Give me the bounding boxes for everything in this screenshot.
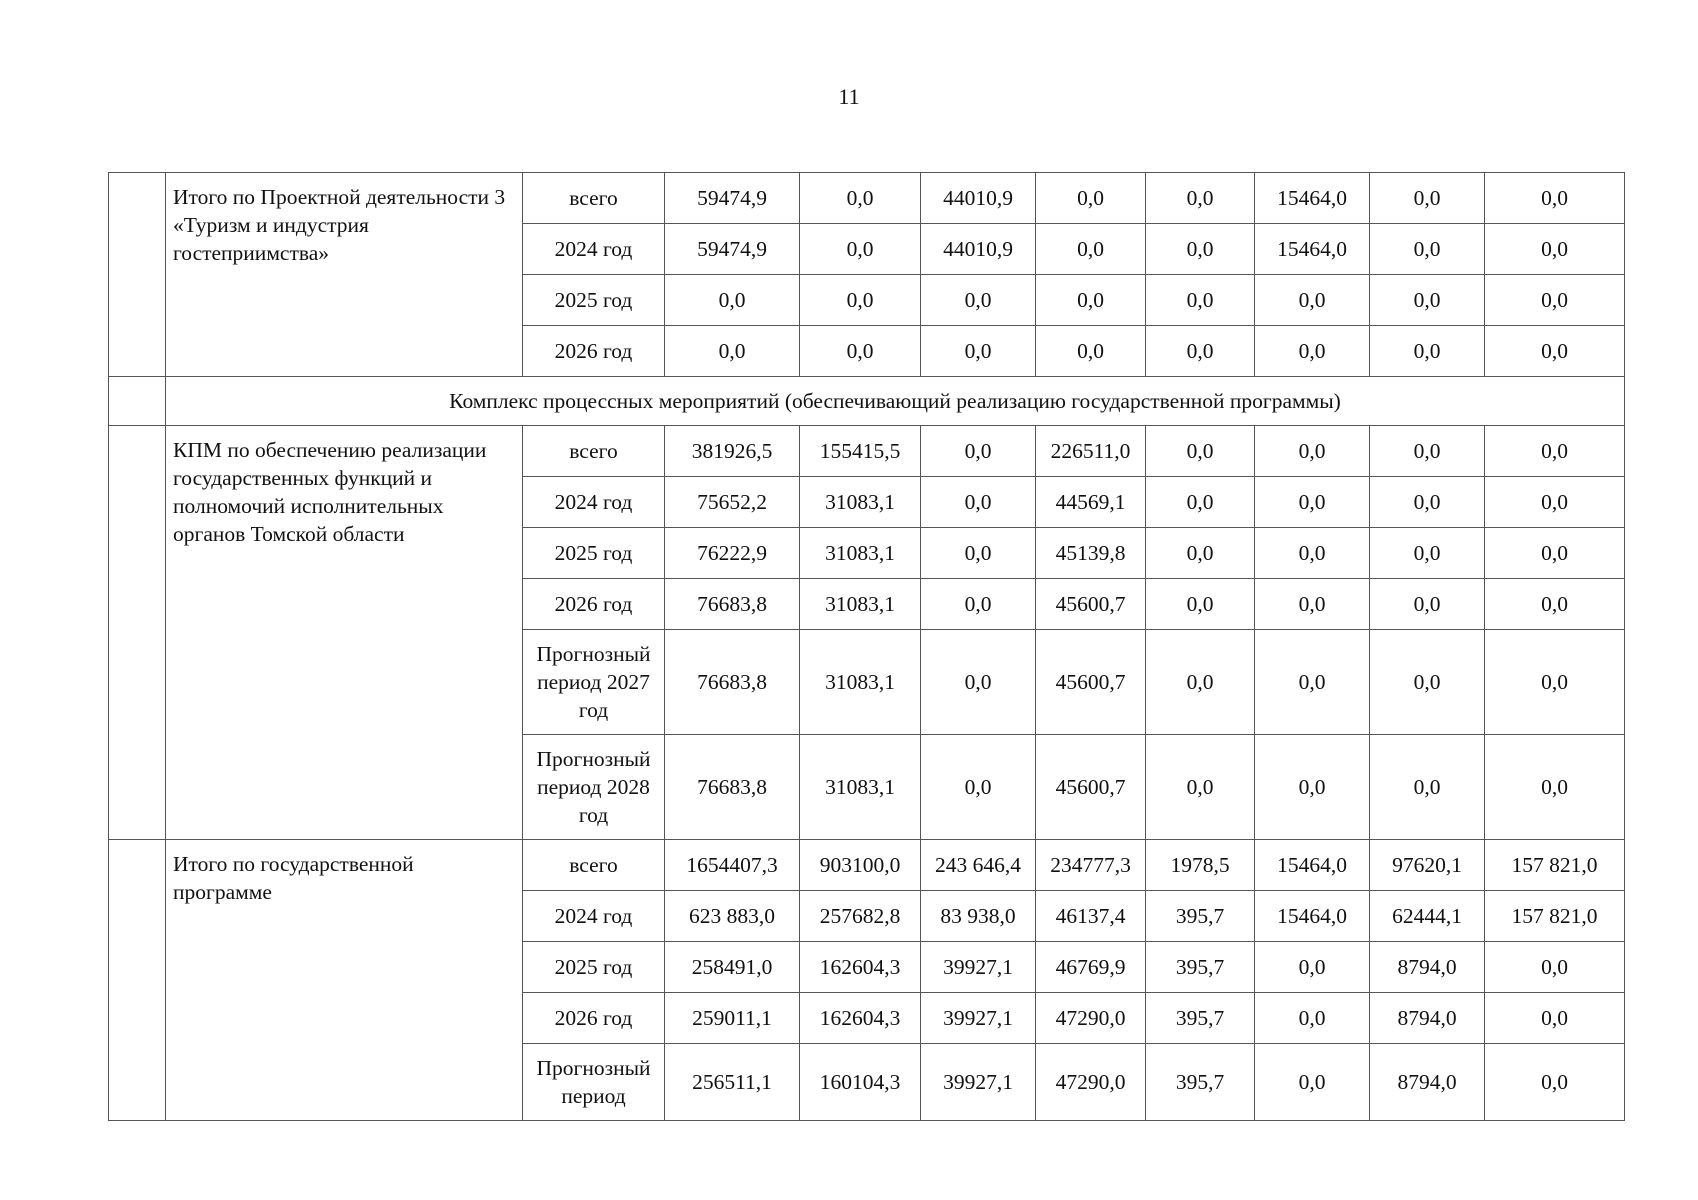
value-cell: 76683,8 xyxy=(665,735,800,840)
value-cell: 381926,5 xyxy=(665,426,800,477)
value-cell: 0,0 xyxy=(1255,275,1370,326)
value-cell: 234777,3 xyxy=(1036,840,1146,891)
value-cell: 162604,3 xyxy=(800,993,921,1044)
value-cell: 0,0 xyxy=(800,275,921,326)
value-cell: 0,0 xyxy=(921,477,1036,528)
value-cell: 0,0 xyxy=(1255,630,1370,735)
value-cell: 59474,9 xyxy=(665,173,800,224)
value-cell: 1978,5 xyxy=(1146,840,1255,891)
value-cell: 0,0 xyxy=(1485,275,1625,326)
value-cell: 0,0 xyxy=(1146,173,1255,224)
value-cell: 0,0 xyxy=(1255,1044,1370,1121)
value-cell: 0,0 xyxy=(921,528,1036,579)
value-cell: 162604,3 xyxy=(800,942,921,993)
value-cell: 44569,1 xyxy=(1036,477,1146,528)
value-cell: 45600,7 xyxy=(1036,735,1146,840)
section-row xyxy=(109,377,1625,426)
period-cell: 2024 год xyxy=(523,891,665,942)
value-cell: 0,0 xyxy=(1036,173,1146,224)
value-cell: 0,0 xyxy=(1146,275,1255,326)
value-cell: 0,0 xyxy=(1036,275,1146,326)
period-cell: Прогнозный период xyxy=(523,1044,665,1121)
value-cell: 0,0 xyxy=(800,224,921,275)
row-number-cell xyxy=(109,173,166,377)
row-name-cell: КПМ по обеспечению реализации государственных функций и полномочий исполнительных органов Томской области xyxy=(166,426,523,840)
value-cell: 46137,4 xyxy=(1036,891,1146,942)
value-cell: 44010,9 xyxy=(921,224,1036,275)
value-cell: 0,0 xyxy=(921,630,1036,735)
value-cell: 0,0 xyxy=(1146,528,1255,579)
table-row xyxy=(109,173,1625,224)
value-cell: 97620,1 xyxy=(1370,840,1485,891)
value-cell: 0,0 xyxy=(1485,477,1625,528)
value-cell: 0,0 xyxy=(1370,630,1485,735)
value-cell: 0,0 xyxy=(1485,1044,1625,1121)
value-cell: 0,0 xyxy=(1146,735,1255,840)
value-cell: 44010,9 xyxy=(921,173,1036,224)
row-name-cell: Итого по государственной программе xyxy=(166,840,523,1121)
value-cell: 45600,7 xyxy=(1036,579,1146,630)
value-cell: 31083,1 xyxy=(800,735,921,840)
value-cell: 0,0 xyxy=(1370,326,1485,377)
value-cell: 76222,9 xyxy=(665,528,800,579)
value-cell: 0,0 xyxy=(665,275,800,326)
value-cell: 0,0 xyxy=(1255,942,1370,993)
value-cell: 39927,1 xyxy=(921,1044,1036,1121)
value-cell: 0,0 xyxy=(800,326,921,377)
value-cell: 47290,0 xyxy=(1036,1044,1146,1121)
budget-table xyxy=(108,172,1625,1121)
value-cell: 83 938,0 xyxy=(921,891,1036,942)
value-cell: 0,0 xyxy=(1485,326,1625,377)
value-cell: 903100,0 xyxy=(800,840,921,891)
period-cell: 2025 год xyxy=(523,275,665,326)
value-cell: 39927,1 xyxy=(921,993,1036,1044)
value-cell: 258491,0 xyxy=(665,942,800,993)
value-cell: 0,0 xyxy=(1485,426,1625,477)
period-cell: 2026 год xyxy=(523,993,665,1044)
period-cell: 2024 год xyxy=(523,477,665,528)
value-cell: 75652,2 xyxy=(665,477,800,528)
value-cell: 395,7 xyxy=(1146,942,1255,993)
value-cell: 157 821,0 xyxy=(1485,891,1625,942)
value-cell: 8794,0 xyxy=(1370,1044,1485,1121)
value-cell: 395,7 xyxy=(1146,891,1255,942)
value-cell: 0,0 xyxy=(1255,426,1370,477)
value-cell: 0,0 xyxy=(1485,528,1625,579)
value-cell: 31083,1 xyxy=(800,528,921,579)
value-cell: 0,0 xyxy=(1370,224,1485,275)
page-number: 11 xyxy=(838,84,860,109)
value-cell: 0,0 xyxy=(1255,326,1370,377)
value-cell: 0,0 xyxy=(1146,477,1255,528)
value-cell: 47290,0 xyxy=(1036,993,1146,1044)
value-cell: 31083,1 xyxy=(800,579,921,630)
value-cell: 257682,8 xyxy=(800,891,921,942)
period-cell: всего xyxy=(523,173,665,224)
value-cell: 45139,8 xyxy=(1036,528,1146,579)
value-cell: 76683,8 xyxy=(665,579,800,630)
value-cell: 15464,0 xyxy=(1255,173,1370,224)
value-cell: 0,0 xyxy=(800,173,921,224)
row-name-cell: Итого по Проектной деятельности 3 «Туризм и индустрия гостеприимства» xyxy=(166,173,523,377)
value-cell: 0,0 xyxy=(1370,735,1485,840)
value-cell: 45600,7 xyxy=(1036,630,1146,735)
value-cell: 15464,0 xyxy=(1255,224,1370,275)
value-cell: 0,0 xyxy=(1485,735,1625,840)
value-cell: 0,0 xyxy=(921,426,1036,477)
value-cell: 76683,8 xyxy=(665,630,800,735)
row-number-cell xyxy=(109,426,166,840)
period-cell: 2025 год xyxy=(523,942,665,993)
period-cell: 2026 год xyxy=(523,326,665,377)
value-cell: 0,0 xyxy=(1146,579,1255,630)
value-cell: 155415,5 xyxy=(800,426,921,477)
value-cell: 8794,0 xyxy=(1370,942,1485,993)
period-cell: всего xyxy=(523,426,665,477)
value-cell: 0,0 xyxy=(1146,326,1255,377)
value-cell: 0,0 xyxy=(1255,477,1370,528)
value-cell: 0,0 xyxy=(1370,528,1485,579)
row-number-cell xyxy=(109,840,166,1121)
value-cell: 0,0 xyxy=(1485,942,1625,993)
value-cell: 0,0 xyxy=(1146,426,1255,477)
value-cell: 160104,3 xyxy=(800,1044,921,1121)
value-cell: 0,0 xyxy=(1370,579,1485,630)
period-cell: 2024 год xyxy=(523,224,665,275)
value-cell: 0,0 xyxy=(1146,630,1255,735)
section-title: Комплекс процессных мероприятий (обеспечивающий реализацию государственной программы) xyxy=(166,377,1625,426)
value-cell: 395,7 xyxy=(1146,1044,1255,1121)
value-cell: 62444,1 xyxy=(1370,891,1485,942)
value-cell: 0,0 xyxy=(665,326,800,377)
value-cell: 259011,1 xyxy=(665,993,800,1044)
value-cell: 0,0 xyxy=(921,579,1036,630)
value-cell: 0,0 xyxy=(1146,224,1255,275)
period-cell: 2026 год xyxy=(523,579,665,630)
value-cell: 46769,9 xyxy=(1036,942,1146,993)
value-cell: 0,0 xyxy=(1485,579,1625,630)
row-number-cell xyxy=(109,377,166,426)
value-cell: 0,0 xyxy=(1255,735,1370,840)
value-cell: 0,0 xyxy=(1255,993,1370,1044)
value-cell: 395,7 xyxy=(1146,993,1255,1044)
value-cell: 226511,0 xyxy=(1036,426,1146,477)
value-cell: 0,0 xyxy=(1255,579,1370,630)
value-cell: 256511,1 xyxy=(665,1044,800,1121)
table-row xyxy=(109,840,1625,891)
value-cell: 15464,0 xyxy=(1255,891,1370,942)
value-cell: 31083,1 xyxy=(800,630,921,735)
value-cell: 243 646,4 xyxy=(921,840,1036,891)
value-cell: 31083,1 xyxy=(800,477,921,528)
value-cell: 15464,0 xyxy=(1255,840,1370,891)
value-cell: 0,0 xyxy=(1485,224,1625,275)
value-cell: 0,0 xyxy=(1036,224,1146,275)
value-cell: 0,0 xyxy=(1485,630,1625,735)
value-cell: 0,0 xyxy=(921,735,1036,840)
value-cell: 0,0 xyxy=(921,326,1036,377)
value-cell: 8794,0 xyxy=(1370,993,1485,1044)
period-cell: 2025 год xyxy=(523,528,665,579)
value-cell: 0,0 xyxy=(921,275,1036,326)
value-cell: 0,0 xyxy=(1485,993,1625,1044)
value-cell: 0,0 xyxy=(1370,426,1485,477)
value-cell: 157 821,0 xyxy=(1485,840,1625,891)
period-cell: Прогнозный период 2028 год xyxy=(523,735,665,840)
value-cell: 39927,1 xyxy=(921,942,1036,993)
value-cell: 0,0 xyxy=(1255,528,1370,579)
value-cell: 0,0 xyxy=(1036,326,1146,377)
period-cell: всего xyxy=(523,840,665,891)
value-cell: 0,0 xyxy=(1370,275,1485,326)
table-row xyxy=(109,426,1625,477)
value-cell: 0,0 xyxy=(1370,477,1485,528)
value-cell: 0,0 xyxy=(1370,173,1485,224)
value-cell: 1654407,3 xyxy=(665,840,800,891)
period-cell: Прогнозный период 2027 год xyxy=(523,630,665,735)
value-cell: 0,0 xyxy=(1485,173,1625,224)
value-cell: 59474,9 xyxy=(665,224,800,275)
value-cell: 623 883,0 xyxy=(665,891,800,942)
